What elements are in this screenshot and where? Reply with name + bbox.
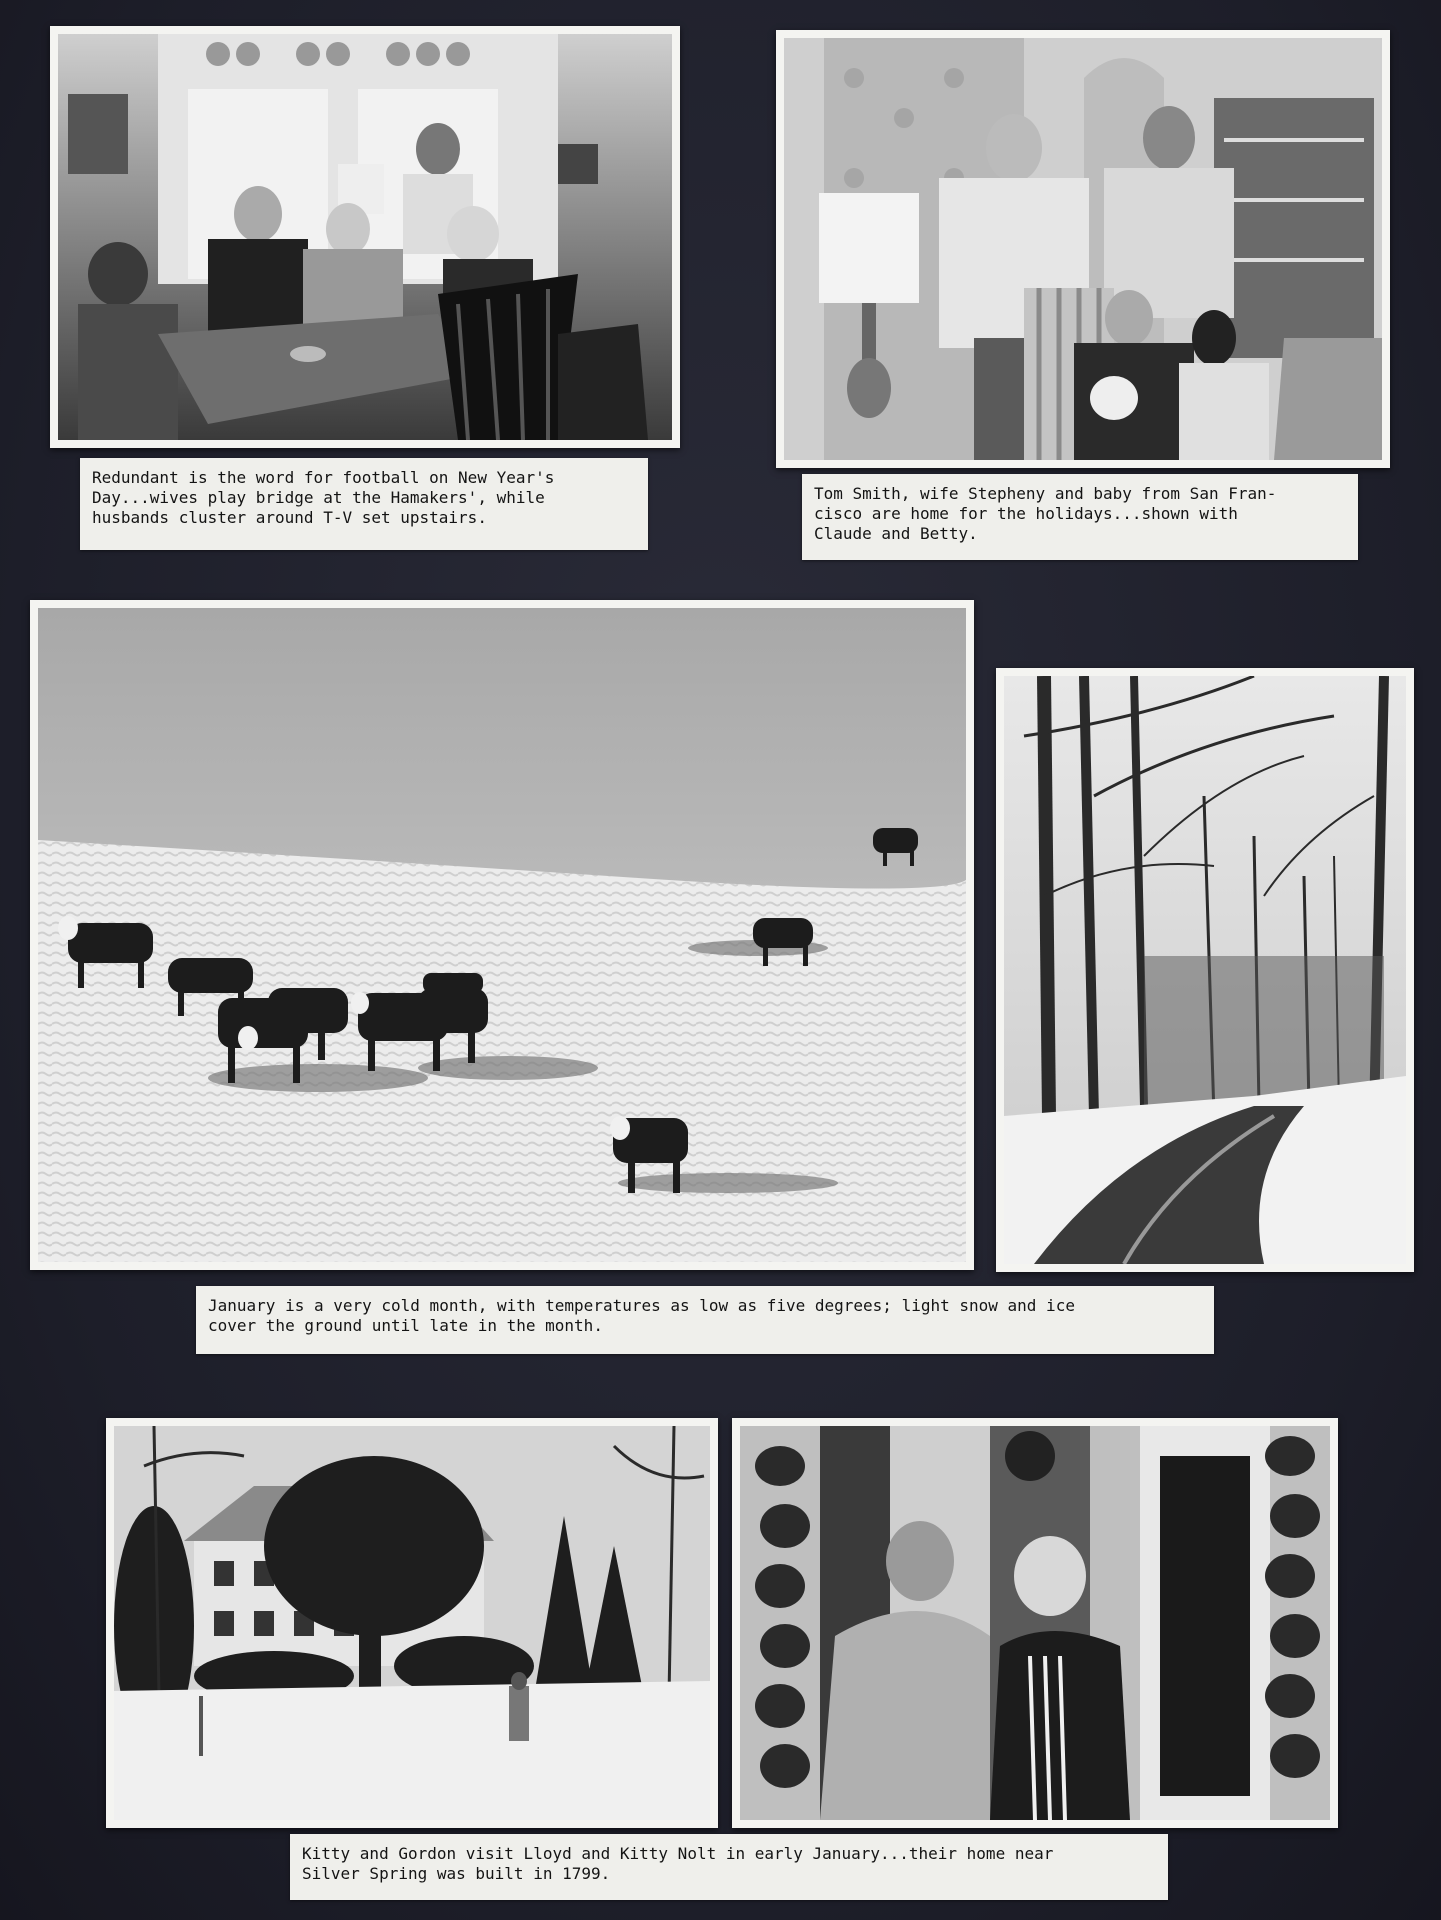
photo-bridge-party [50, 26, 680, 448]
photo-cattle-snow [30, 600, 974, 1270]
caption-family: Tom Smith, wife Stepheny and baby from San Fran- cisco are home for the holidays...shown with Claude and Betty. [802, 474, 1358, 560]
photo-snowy-lane [996, 668, 1414, 1272]
photo-house-snow [106, 1418, 718, 1828]
caption-visit: Kitty and Gordon visit Lloyd and Kitty Nolt in early January...their home near Silver Spring was built in 1799. [290, 1834, 1168, 1900]
caption-bridge-party: Redundant is the word for football on New Year's Day...wives play bridge at the Hamakers', while husbands cluster around T-V set upstairs. [80, 458, 648, 550]
photo-couple-door [732, 1418, 1338, 1828]
photo-family [776, 30, 1390, 468]
caption-winter: January is a very cold month, with temperatures as low as five degrees; light snow and ice cover the ground until late in the month. [196, 1286, 1214, 1354]
